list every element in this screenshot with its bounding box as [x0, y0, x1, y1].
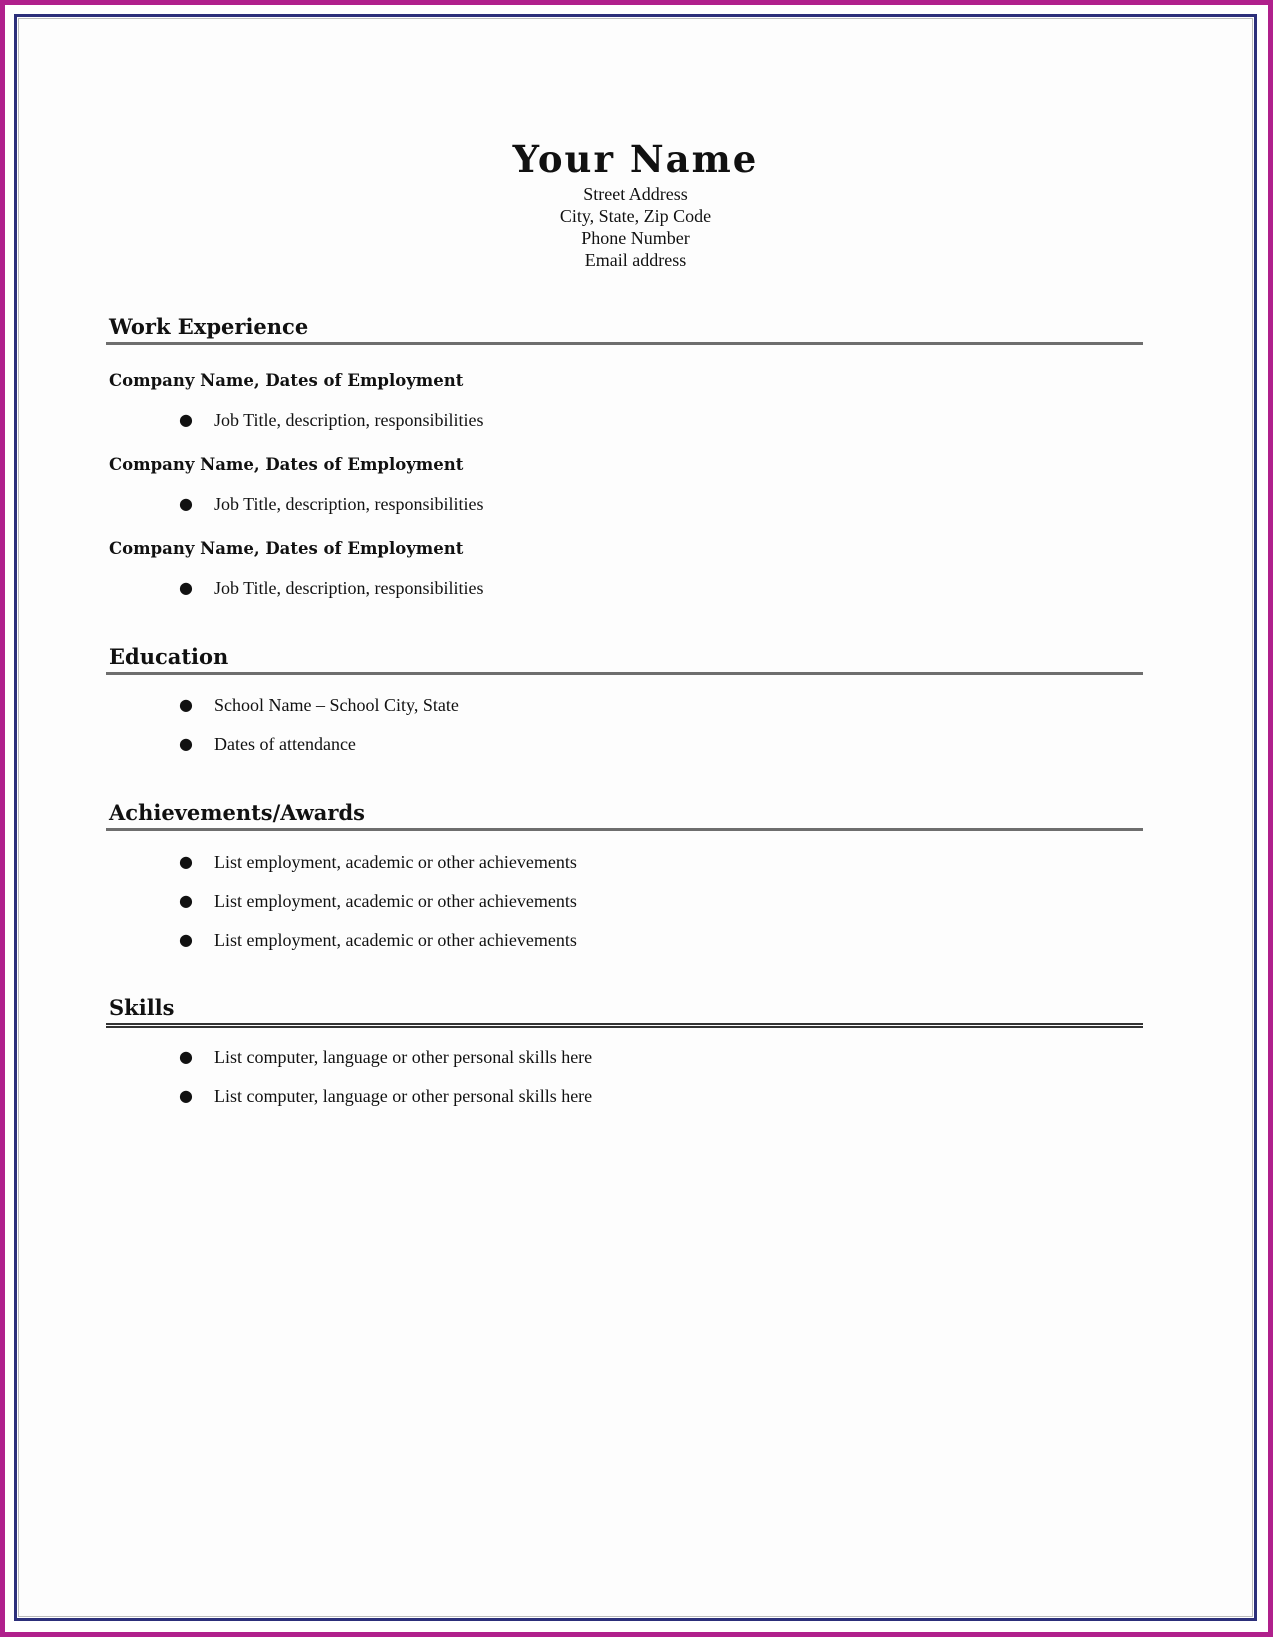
- bullet-icon: ●: [179, 930, 193, 949]
- bullet-icon: ●: [179, 852, 193, 871]
- resume-name: Your Name: [512, 137, 759, 181]
- list-item: [179, 929, 577, 951]
- bullet-icon: ●: [179, 891, 193, 910]
- list-item: [179, 493, 484, 515]
- section-title-work: Work Experience: [109, 314, 309, 339]
- list-item-text: School Name – School City, State: [214, 695, 459, 715]
- list-item: [179, 733, 356, 755]
- list-item: [179, 409, 484, 431]
- contact-block: [19, 183, 1252, 271]
- section-rule-education: [106, 672, 1143, 675]
- bullet-icon: ●: [179, 1047, 193, 1066]
- list-item: [179, 890, 577, 912]
- list-item-text: List employment, academic or other achievements: [214, 930, 577, 950]
- list-item-text: List computer, language or other personal skills here: [214, 1047, 593, 1067]
- company-line: Company Name, Dates of Employment: [109, 539, 464, 558]
- email-address: Email address: [584, 250, 687, 270]
- list-item-text: List employment, academic or other achievements: [214, 891, 577, 911]
- phone-number: Phone Number: [581, 228, 690, 248]
- street-address: Street Address: [583, 184, 688, 204]
- company-line: Company Name, Dates of Employment: [109, 371, 464, 390]
- section-rule-work: [106, 342, 1143, 345]
- list-item-text: List computer, language or other personal skills here: [214, 1086, 593, 1106]
- section-rule-skills: [106, 1023, 1143, 1025]
- bullet-icon: ●: [179, 578, 193, 597]
- list-item: [179, 1046, 592, 1068]
- list-item-text: List employment, academic or other achievements: [214, 852, 577, 872]
- bullet-icon: ●: [179, 410, 193, 429]
- section-title-education: Education: [109, 644, 229, 669]
- list-item-text: Job Title, description, responsibilities: [214, 410, 484, 430]
- company-line: Company Name, Dates of Employment: [109, 455, 464, 474]
- list-item-text: Job Title, description, responsibilities: [214, 578, 484, 598]
- bullet-icon: ●: [179, 734, 193, 753]
- list-item: [179, 851, 577, 873]
- bullet-icon: ●: [179, 494, 193, 513]
- section-rule-achievements: [106, 828, 1143, 831]
- resume-page: [18, 18, 1253, 1617]
- list-item-text: Job Title, description, responsibilities: [214, 494, 484, 514]
- bullet-icon: ●: [179, 1086, 193, 1105]
- list-item: [179, 1085, 592, 1107]
- list-item: [179, 694, 459, 716]
- city-state-zip: City, State, Zip Code: [559, 206, 712, 226]
- bullet-icon: ●: [179, 695, 193, 714]
- section-title-skills: Skills: [109, 995, 175, 1020]
- list-item-text: Dates of attendance: [214, 734, 356, 754]
- list-item: [179, 577, 484, 599]
- section-title-achievements: Achievements/Awards: [109, 800, 365, 825]
- resume-header: [19, 137, 1252, 271]
